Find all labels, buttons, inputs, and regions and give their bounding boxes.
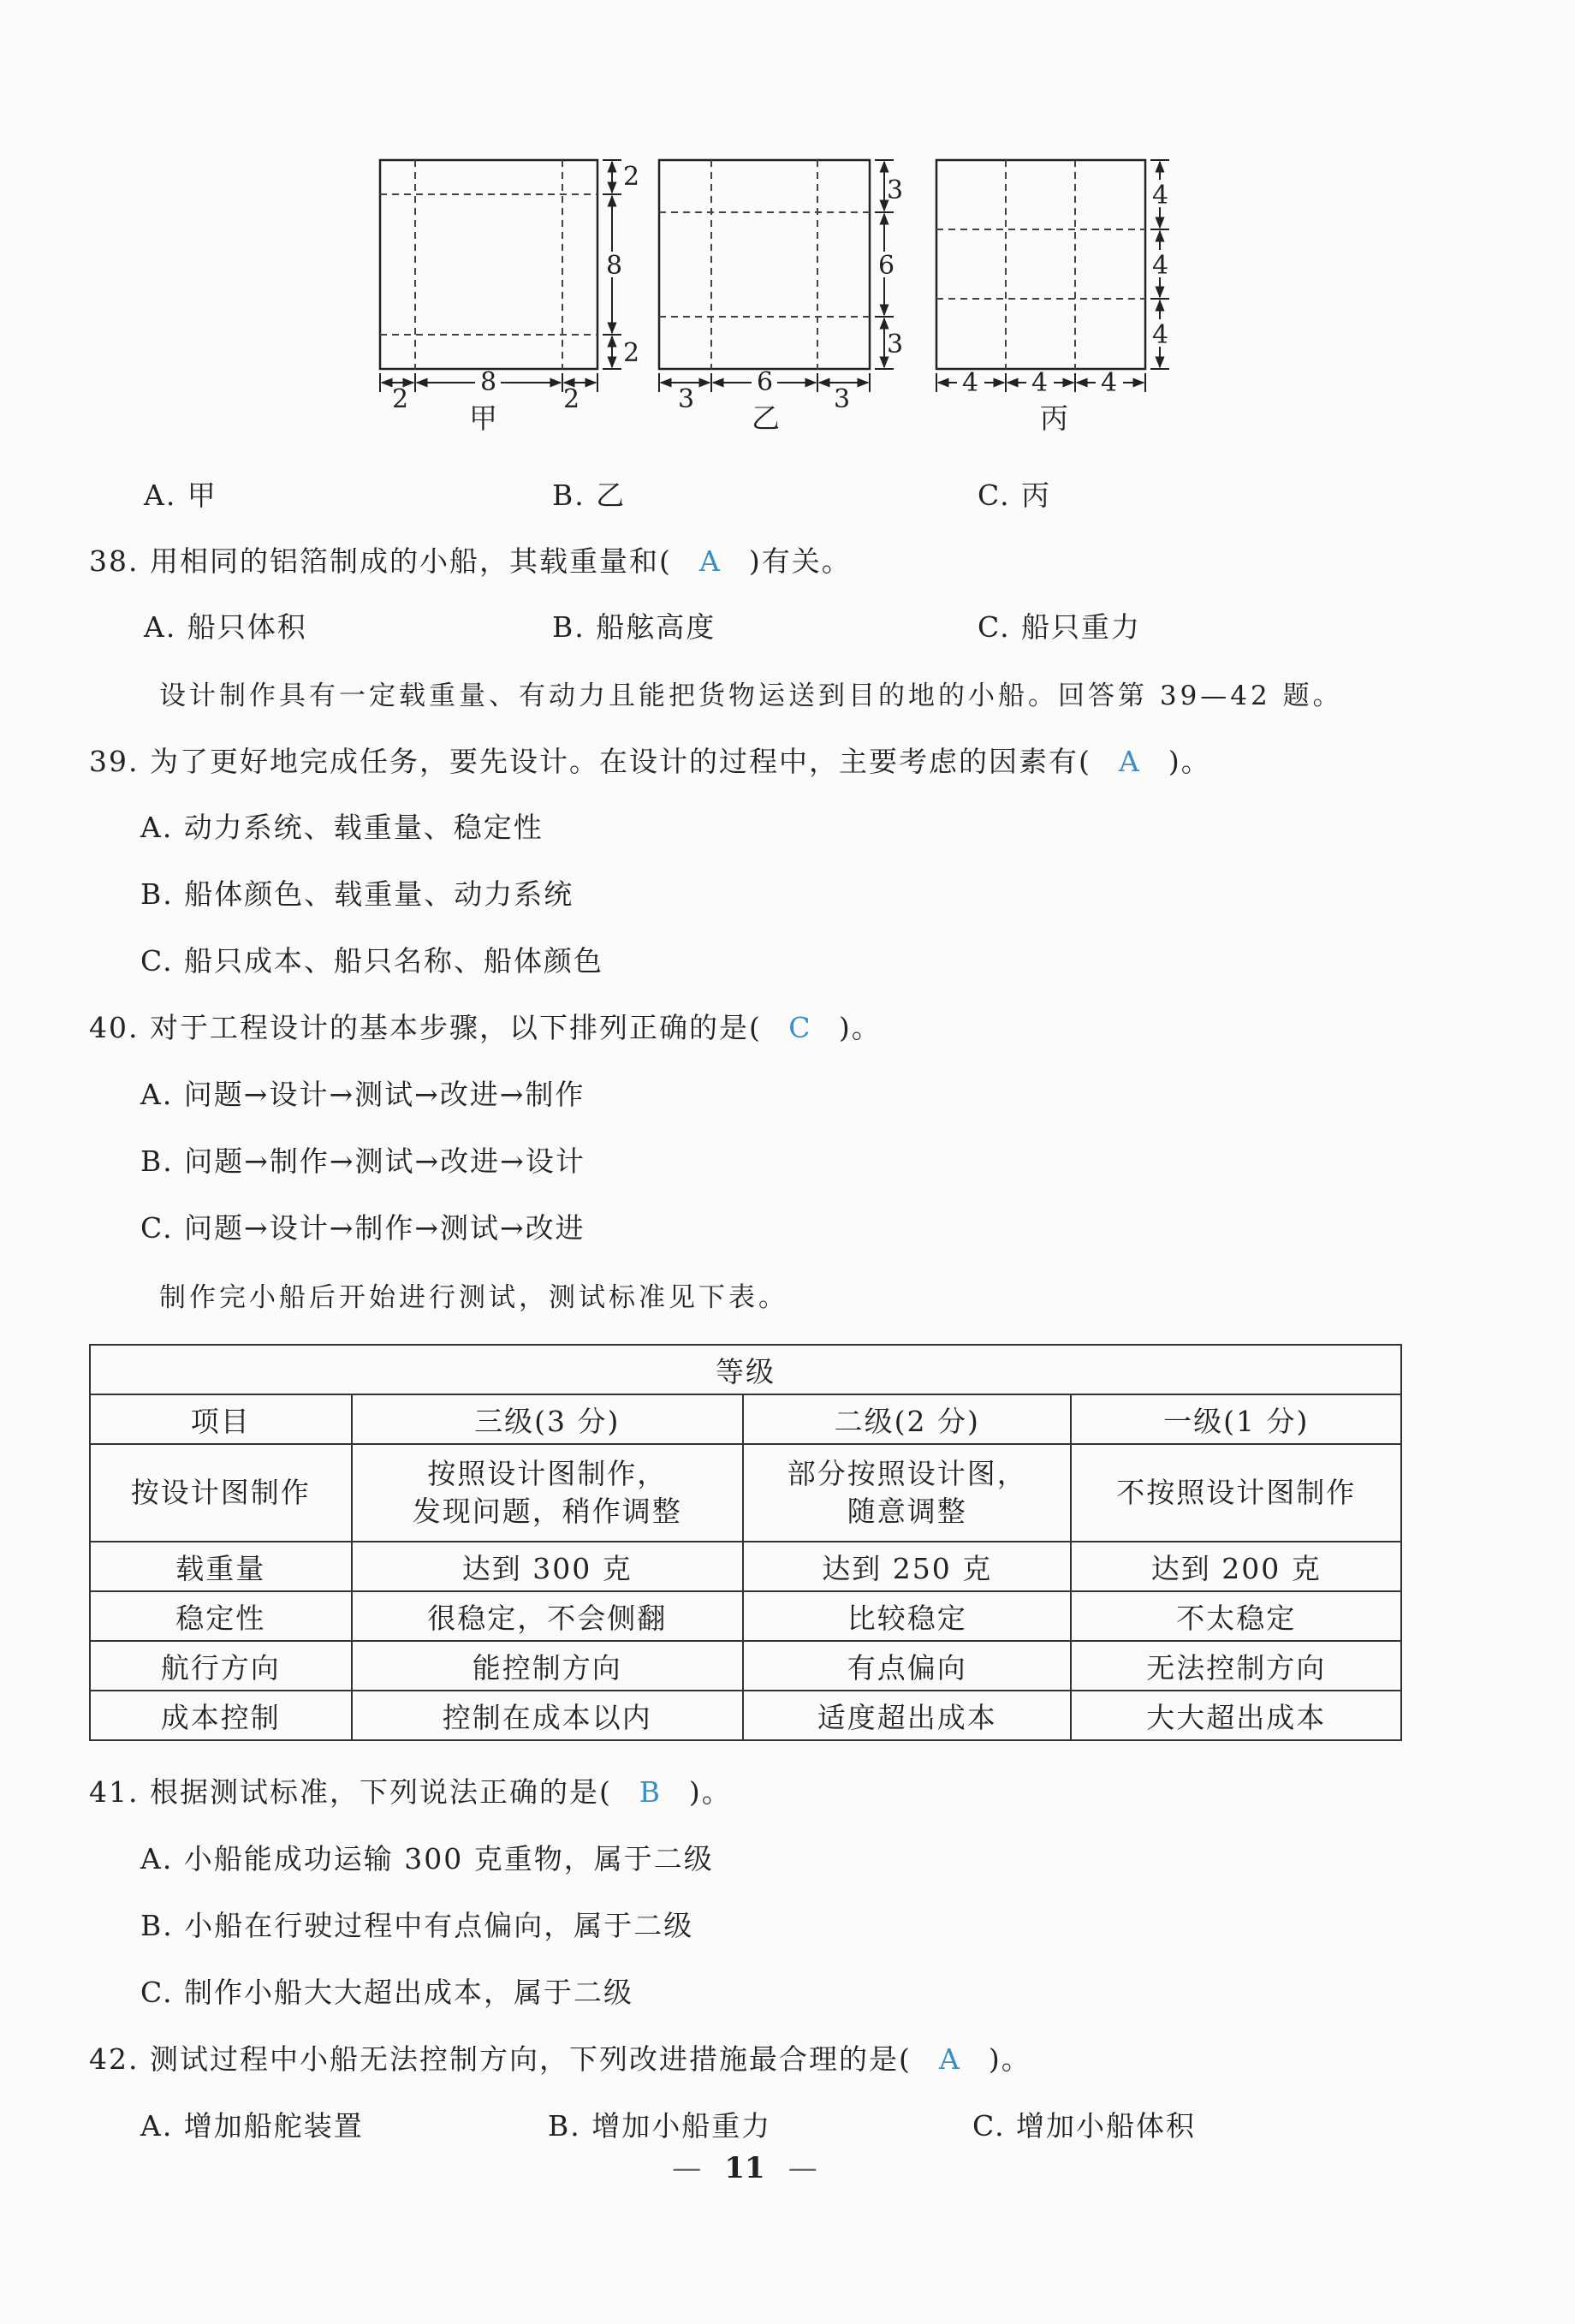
q39-stem bbox=[89, 740, 1211, 780]
footer-dash-left: — bbox=[672, 2151, 702, 2185]
table-cell: 航行方向 bbox=[90, 1641, 352, 1691]
q42-stem-after: )。 bbox=[988, 2042, 1031, 2076]
q42-answer: A bbox=[938, 2042, 961, 2076]
bing-right-3: 4 bbox=[1152, 320, 1169, 350]
table-row bbox=[90, 1542, 1401, 1591]
intro-39-42: 设计制作具有一定载重量、有动力且能把货物运送到目的地的小船。回答第 39—42 题。 bbox=[159, 681, 1343, 711]
table-cell-line: 随意调整 bbox=[847, 1495, 967, 1528]
table-header-row bbox=[90, 1394, 1401, 1444]
jia-bottom-1: 2 bbox=[392, 384, 409, 414]
table-cell: 达到 200 克 bbox=[1071, 1542, 1401, 1591]
jia-right-3: 2 bbox=[623, 338, 640, 368]
q39-option-c: C. 船只成本、船只名称、船体颜色 bbox=[140, 944, 604, 978]
figure-jia-label: 甲 bbox=[469, 401, 497, 435]
q42-option-a: A. 增加船舵装置 bbox=[140, 2109, 364, 2143]
jia-bottom-2: 8 bbox=[480, 367, 497, 397]
q39-stem-after: )。 bbox=[1168, 745, 1211, 778]
table-cell: 无法控制方向 bbox=[1071, 1641, 1401, 1691]
q39-option-a: A. 动力系统、载重量、稳定性 bbox=[140, 811, 544, 844]
table-cell bbox=[352, 1444, 743, 1542]
q37-option-c: C. 丙 bbox=[978, 478, 1052, 512]
figure-jia bbox=[380, 160, 639, 435]
figure-bing bbox=[936, 160, 1169, 435]
table-cell: 载重量 bbox=[90, 1542, 352, 1591]
table-cell: 大大超出成本 bbox=[1071, 1691, 1401, 1740]
jia-bottom-3: 2 bbox=[563, 384, 580, 414]
table-cell: 不太稳定 bbox=[1071, 1591, 1401, 1641]
table-row bbox=[90, 1444, 1401, 1542]
q38-stem-before: 38. 用相同的铝箔制成的小船，其载重量和( bbox=[89, 544, 672, 578]
q41-stem-before: 41. 根据测试标准，下列说法正确的是( bbox=[89, 1775, 612, 1809]
jia-right-1: 2 bbox=[623, 162, 640, 192]
page-footer bbox=[668, 2151, 822, 2185]
yi-right-2: 6 bbox=[878, 251, 895, 281]
yi-bottom-1: 3 bbox=[678, 384, 695, 414]
figure-yi bbox=[659, 160, 903, 435]
table-row bbox=[90, 1641, 1401, 1691]
q41-option-c: C. 制作小船大大超出成本，属于二级 bbox=[140, 1976, 634, 2009]
q42-option-c: C. 增加小船体积 bbox=[972, 2109, 1197, 2143]
folding-diagrams bbox=[368, 146, 1173, 445]
yi-right-1: 3 bbox=[887, 175, 904, 205]
table-cell bbox=[743, 1444, 1072, 1542]
q40-stem bbox=[89, 1006, 882, 1046]
table-group-header: 等级 bbox=[90, 1345, 1401, 1394]
bing-right-2: 4 bbox=[1152, 251, 1169, 281]
yi-right-3: 3 bbox=[887, 330, 904, 360]
table-cell: 达到 300 克 bbox=[352, 1542, 743, 1591]
q40-option-a: A. 问题→设计→测试→改进→制作 bbox=[140, 1078, 585, 1111]
jia-right-2: 8 bbox=[606, 251, 623, 281]
table-row bbox=[90, 1691, 1401, 1740]
table-header-level3: 三级(3 分) bbox=[352, 1394, 743, 1444]
q40-stem-after: )。 bbox=[838, 1011, 882, 1044]
table-cell: 不按照设计图制作 bbox=[1071, 1444, 1401, 1542]
q41-option-a: A. 小船能成功运输 300 克重物，属于二级 bbox=[140, 1842, 714, 1875]
yi-bottom-2: 6 bbox=[757, 367, 774, 397]
q40-stem-before: 40. 对于工程设计的基本步骤，以下排列正确的是( bbox=[89, 1011, 762, 1044]
q39-option-b: B. 船体颜色、载重量、动力系统 bbox=[140, 877, 574, 911]
table-cell: 适度超出成本 bbox=[743, 1691, 1072, 1740]
table-row bbox=[90, 1591, 1401, 1641]
table-cell: 稳定性 bbox=[90, 1591, 352, 1641]
table-cell: 成本控制 bbox=[90, 1691, 352, 1740]
table-cell-line: 部分按照设计图， bbox=[787, 1457, 1027, 1490]
q38-option-c: C. 船只重力 bbox=[978, 610, 1142, 644]
yi-bottom-3: 3 bbox=[834, 384, 851, 414]
table-cell: 达到 250 克 bbox=[743, 1542, 1072, 1591]
table-cell: 很稳定，不会侧翻 bbox=[352, 1591, 743, 1641]
table-cell: 按设计图制作 bbox=[90, 1444, 352, 1542]
q37-option-a: A. 甲 bbox=[144, 478, 217, 512]
table-cell: 控制在成本以内 bbox=[352, 1691, 743, 1740]
table-header-level2: 二级(2 分) bbox=[743, 1394, 1072, 1444]
q40-answer: C bbox=[788, 1011, 812, 1044]
figure-bing-label: 丙 bbox=[1040, 401, 1068, 435]
q38-stem-after: )有关。 bbox=[748, 544, 852, 578]
q41-option-b: B. 小船在行驶过程中有点偏向，属于二级 bbox=[140, 1909, 694, 1942]
q38-option-a: A. 船只体积 bbox=[144, 610, 307, 644]
q40-option-c: C. 问题→设计→制作→测试→改进 bbox=[140, 1211, 585, 1245]
q38-answer: A bbox=[698, 544, 722, 578]
q37-option-b: B. 乙 bbox=[552, 478, 627, 512]
q38-option-b: B. 船舷高度 bbox=[552, 610, 716, 644]
table-group-header-row bbox=[90, 1345, 1401, 1394]
bing-bottom-2: 4 bbox=[1031, 368, 1049, 398]
q39-answer: A bbox=[1118, 745, 1141, 778]
table-cell-line: 按照设计图制作， bbox=[427, 1457, 668, 1490]
q41-stem bbox=[89, 1770, 732, 1810]
q41-stem-after: )。 bbox=[688, 1775, 732, 1809]
q40-option-b: B. 问题→制作→测试→改进→设计 bbox=[140, 1144, 585, 1178]
figure-yi-label: 乙 bbox=[752, 401, 780, 435]
table-cell-line: 发现问题，稍作调整 bbox=[412, 1495, 682, 1528]
table-header-item: 项目 bbox=[90, 1394, 352, 1444]
footer-dash-right: — bbox=[788, 2151, 817, 2185]
q42-stem bbox=[89, 2037, 1031, 2077]
bing-bottom-1: 4 bbox=[962, 368, 979, 398]
q42-option-b: B. 增加小船重力 bbox=[548, 2109, 772, 2143]
page-number: 11 bbox=[724, 2151, 765, 2185]
q39-stem-before: 39. 为了更好地完成任务，要先设计。在设计的过程中，主要考虑的因素有( bbox=[89, 745, 1091, 778]
table-header-level1: 一级(1 分) bbox=[1071, 1394, 1401, 1444]
table-cell: 能控制方向 bbox=[352, 1641, 743, 1691]
table-intro: 制作完小船后开始进行测试，测试标准见下表。 bbox=[159, 1282, 788, 1313]
bing-bottom-3: 4 bbox=[1101, 368, 1118, 398]
testing-standards-table bbox=[89, 1344, 1402, 1741]
q41-answer: B bbox=[639, 1775, 662, 1809]
bing-right-1: 4 bbox=[1152, 181, 1169, 211]
q42-stem-before: 42. 测试过程中小船无法控制方向，下列改进措施最合理的是( bbox=[89, 2042, 912, 2076]
q38-stem bbox=[89, 539, 852, 580]
table-cell: 有点偏向 bbox=[743, 1641, 1072, 1691]
table-cell: 比较稳定 bbox=[743, 1591, 1072, 1641]
